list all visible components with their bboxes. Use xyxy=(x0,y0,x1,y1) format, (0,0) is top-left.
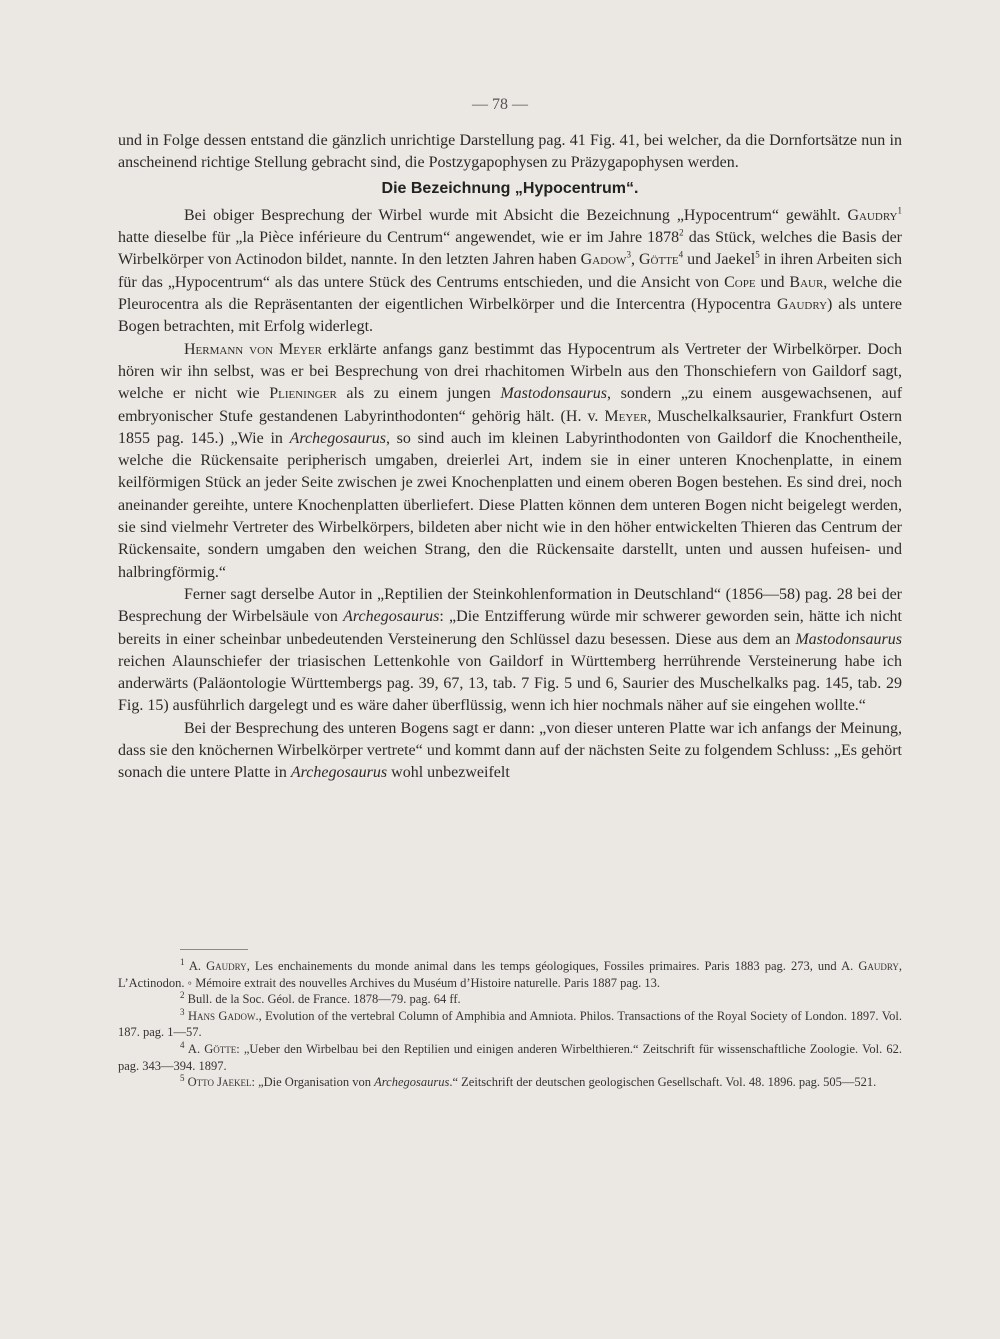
footnote-marker: 3 xyxy=(180,1006,185,1017)
text-run: in ihren Arbeiten sich für das „Hypocentrum“ als das untere Stück des Centrums entschieden, und die Ansicht von xyxy=(118,251,903,291)
text-run: als zu einem jungen xyxy=(336,385,501,403)
author-name: Gaudry xyxy=(847,206,898,224)
author-name: Cope xyxy=(724,273,756,291)
footnote-marker: 5 xyxy=(755,250,760,261)
footnote-marker: 1 xyxy=(180,956,185,967)
text-run: A. xyxy=(184,959,207,973)
taxon-name: Archegosaurus xyxy=(290,764,388,782)
text-run: wohl unbezweifelt xyxy=(387,764,510,782)
text-run: Ferner sagt derselbe Autor in „Reptilien der Steinkohlenformation in Deutschland“ (1856—58) pag. 28 bei der Besprechung der Wirbelsäule von xyxy=(118,585,902,626)
footnote xyxy=(118,1074,902,1091)
author-name: Gaudry xyxy=(206,959,247,973)
footnote-marker: 1 xyxy=(897,205,902,216)
text-run: : „Ueber den Wirbelbau bei den Reptilien und einigen anderen Wirbelthieren.“ Zeitschrift für wissenschaftliche Zoologie. Vol. 62. pag. 343—394. 1897. xyxy=(118,1041,903,1073)
text-run: ) als untere Bogen betrachten, mit Erfolg widerlegt. xyxy=(118,296,903,336)
text-run: reichen Alaunschiefer der triasischen Lettenkohle von Gaildorf in Württemberg herrührende Versteinerung habe ich anderwärts (Paläontologie Württembergs pag. 39, 67, 13, tab. 7 Fig. 5 und 6, Saurier des Muschelkalks pag. 145, tab. 29 Fig. 15) ausführlich dargelegt und es wäre daher überflüssig, wenn ich hier nochmals näher auf sie eingehen wollte.“ xyxy=(118,652,902,715)
text-run: , Muschelkalksaurier, Frankfurt Ostern 1855 pag. 145.) „Wie in xyxy=(118,407,902,447)
footnote-marker: 5 xyxy=(180,1073,185,1083)
paragraph xyxy=(118,584,902,718)
footnote xyxy=(118,1041,902,1074)
paragraph xyxy=(118,130,902,175)
footnotes xyxy=(118,958,902,1091)
text-run: , Les enchainements du monde animal dans les temps géologiques, Fossiles primaires. Paris 1883 pag. 273, und A. xyxy=(246,959,859,973)
taxon-name: Archegosaurus xyxy=(374,1075,450,1090)
author-name: Gaudry xyxy=(858,959,899,973)
footnote-marker: 4 xyxy=(180,1039,185,1050)
paragraph xyxy=(118,339,902,584)
text-run: : „Die Organisation von xyxy=(251,1075,375,1090)
page-number: — 78 — xyxy=(472,96,528,113)
text-run: , sondern „zu einem ausgewachsenen, auf embryonischer Stufe gestandenen Labyrinthodonten“ gehörig hält. (H. v. xyxy=(118,385,903,425)
author-name: Gaudry xyxy=(776,296,828,314)
text-run: Bull. de la Soc. Géol. de France. 1878—79. pag. 64 ff. xyxy=(184,992,461,1007)
text-run: Bei der Besprechung des unteren Bogens sagt er dann: „von dieser unteren Platte war ich anfangs der Meinung, dass sie den knöchernen Wirbelkörper vertrete“ und kommt dann auf der nächsten Seite zu folgendem Schluss: „Es gehört sonach die untere Platte in xyxy=(118,719,902,782)
footnote xyxy=(118,958,902,991)
footnote-marker: 2 xyxy=(180,990,185,1001)
section-heading: Die Bezeichnung „Hypocentrum“. xyxy=(381,179,639,197)
text-run: , welche die Pleurocentra als die Repräsentanten der eigentlichen Wirbelkörper und die Intercentra (Hypocentra xyxy=(118,273,902,314)
taxon-name: Archegosaurus xyxy=(343,608,440,626)
text-run: A. xyxy=(184,1041,205,1056)
body-text xyxy=(118,130,902,785)
footnote-marker: 2 xyxy=(679,227,684,238)
text-run: ., Evolution of the vertebral Column of Amphibia and Amniota. Philos. Transactions of the Royal Society of London. 1897. Vol. 187. pag. 1—57. xyxy=(118,1008,902,1040)
text-run: , xyxy=(630,251,639,269)
author-name: Hans Gadow xyxy=(187,1008,256,1023)
author-name: Otto Jaekel xyxy=(187,1075,252,1090)
author-name: Baur xyxy=(789,273,824,291)
author-name: Götte xyxy=(204,1041,237,1056)
text-run: und xyxy=(755,273,790,291)
text-run: , L’Actinodon. ◦ Mémoire extrait des nouvelles Archives du Muséum d’Histoire naturelle. Paris 1887 pag. 13. xyxy=(118,959,902,990)
taxon-name: Mastodonsaurus xyxy=(795,630,902,648)
taxon-name: Archegosaurus xyxy=(289,429,386,447)
text-run: und Jaekel xyxy=(683,251,756,269)
footnote-marker: 3 xyxy=(626,250,631,261)
text-run: , so sind auch im kleinen Labyrinthodonten von Gaildorf die Knochentheile, welche die Rückensaite peripherisch umgaben, dreierlei Art, indem sie in einer unteren Knochenplatte, in einem keilförmigen Stück an jeder Seite zwischen je zwei Knochenplatten und einem oberen Bogen bestehen. Es sind drei, noch aneinander gereihte, untere Knochenplatten überliefert. Diese Platten können dem unteren Bogen nicht beigelegt werden, sie sind vielmehr Vertreter des Wirbelkörpers, bildeten aber nicht wie in den höher entwickelten Thieren das Centrum der Rückensaite, sondern umgaben den weichen Strang, den die Rückensaite darstellt, unten und aussen hufeisen- und halbringförmig.“ xyxy=(118,429,903,581)
author-name: Gadow xyxy=(580,251,627,269)
paragraph xyxy=(118,718,902,785)
footnote-divider xyxy=(180,949,248,950)
author-name: Hermann von Meyer xyxy=(184,340,322,358)
text-run: und in Folge dessen entstand die gänzlich unrichtige Darstellung pag. 41 Fig. 41, bei welcher, da die Dornfortsätze nun in anscheinend richtige Stellung gebracht sind, die Postzygapophysen zu Präzygapophysen werden. xyxy=(118,132,902,172)
author-name: Meyer xyxy=(604,407,648,425)
text-run: .“ Zeitschrift der deutschen geologischen Gesellschaft. Vol. 48. 1896. pag. 505—521. xyxy=(449,1075,877,1090)
footnote xyxy=(118,1008,902,1041)
text-run: erklärte anfangs ganz bestimmt das Hypocentrum als Vertreter der Wirbelkörper. Doch hören wir ihn selbst, was er bei Besprechung von drei rhachitomen Wirbeln aus den Thonschiefern von Gaildorf sagt, welche er nicht wie xyxy=(118,340,902,403)
author-name: Plieninger xyxy=(269,385,337,403)
paragraph xyxy=(118,205,902,339)
text-run: : „Die Entzifferung würde mir schwerer geworden sein, hätte ich nicht bereits in einer scheinbar unbedeutenden Versteinerung den Schlüssel dazu besessen. Diese aus dem an xyxy=(118,608,902,648)
taxon-name: Mastodonsaurus xyxy=(500,385,608,403)
footnote-marker: 4 xyxy=(678,250,684,261)
text-run: Bei obiger Besprechung der Wirbel wurde mit Absicht die Bezeichnung „Hypocentrum“ gewählt. xyxy=(184,206,848,224)
text-run: hatte dieselbe für „la Pièce inférieure du Centrum“ angewendet, wie er im Jahre 1878 xyxy=(118,229,680,247)
footnote xyxy=(118,991,902,1008)
text-run: das Stück, welches die Basis der Wirbelkörper von Actinodon bildet, nannte. In den letzten Jahren haben xyxy=(118,229,903,269)
author-name: Götte xyxy=(638,251,679,269)
